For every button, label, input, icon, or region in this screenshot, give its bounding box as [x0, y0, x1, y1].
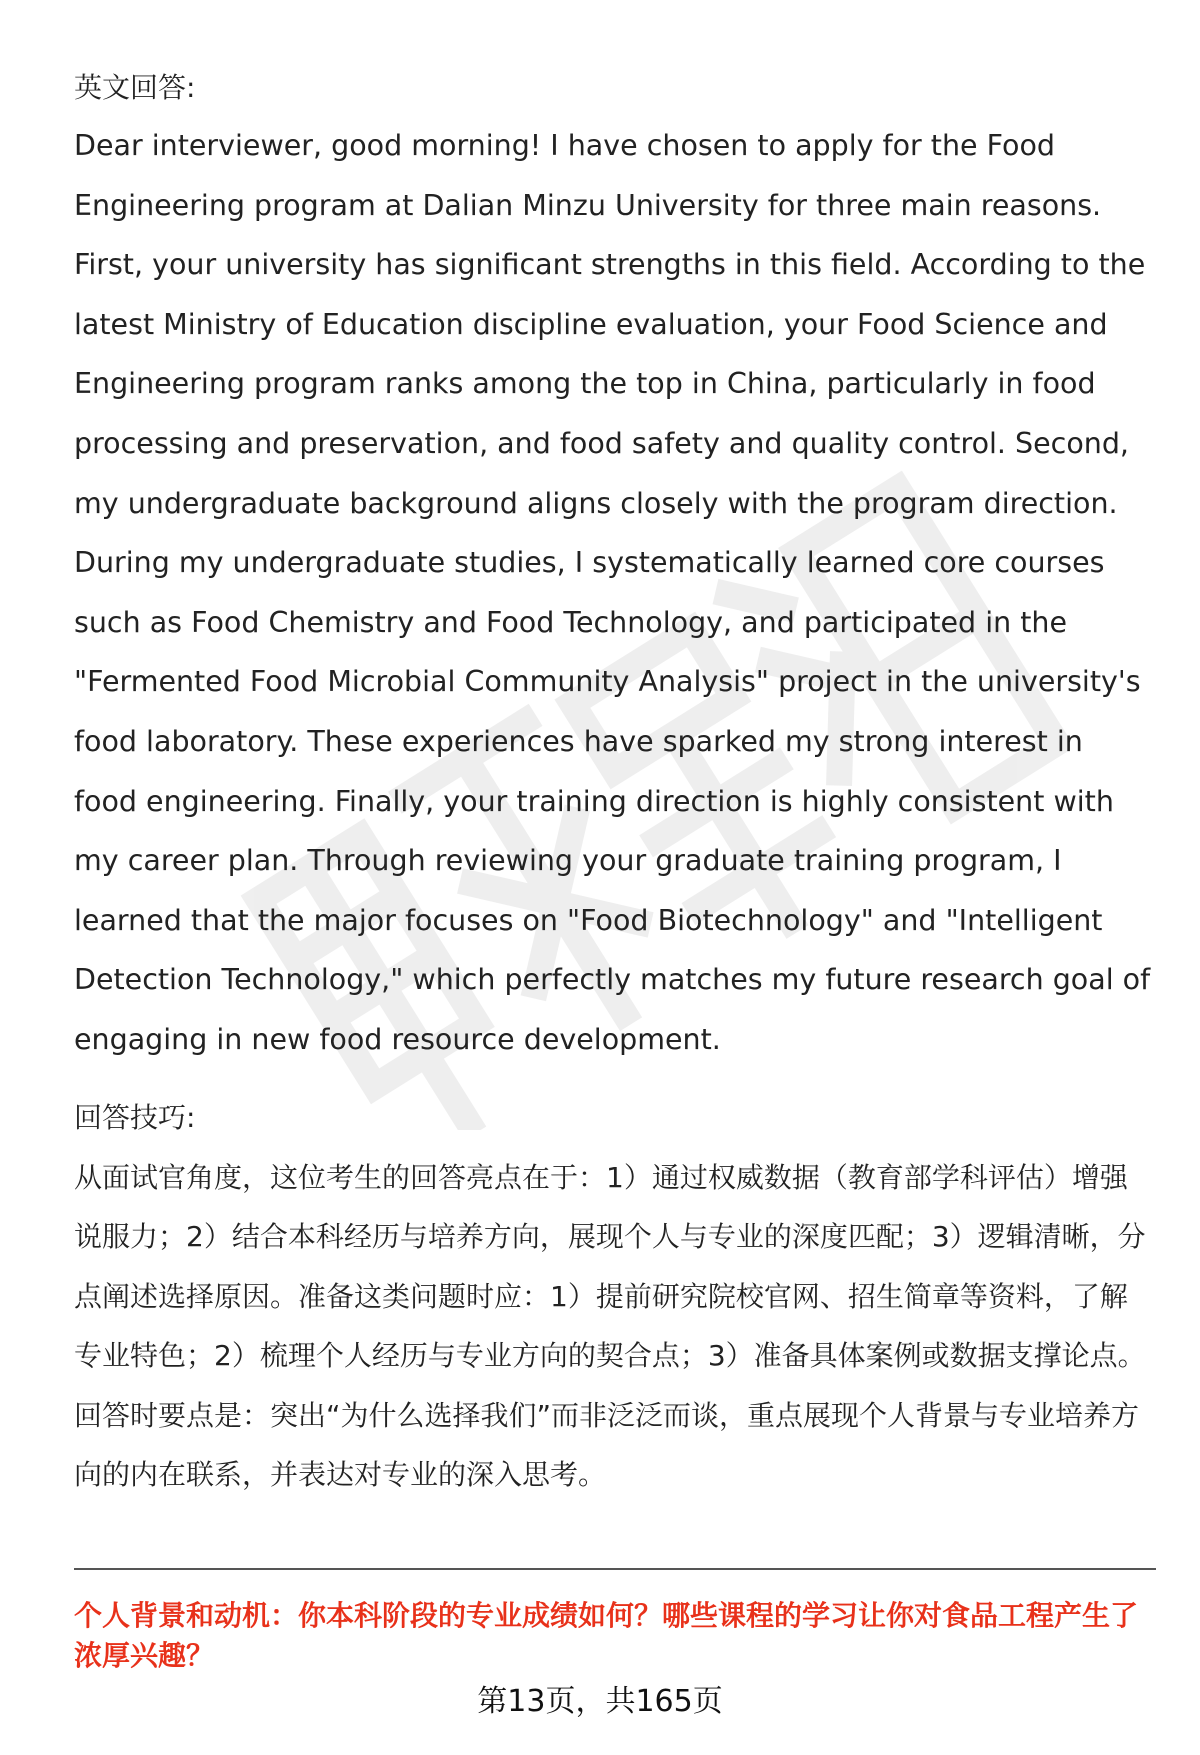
answer-heading: 英文回答: — [74, 71, 196, 104]
page-content — [74, 62, 1154, 1505]
tips-text: 从面试官角度，这位考生的回答亮点在于：1）通过权威数据（教育部学科评估）增强说服力；2）结合本科经历与培养方向，展现个人与专业的深度匹配；3）逻辑清晰，分点阐述选择原因。准备这类问题时应：1）提前研究院校官网、招生简章等资料，了解专业特色；2）梳理个人经历与专业方向的契合点；3）准备具体案例或数据支撑论点。回答时要点是：突出“为什么选择我们”而非泛泛而谈，重点展现个人背景与专业培养方向的内在联系，并表达对专业的深入思考。 — [74, 1160, 1146, 1491]
page-number: 第13页，共165页 — [477, 1684, 723, 1719]
next-question-title: 个人背景和动机：你本科阶段的专业成绩如何？哪些课程的学习让你对食品工程产生了浓厚兴趣？ — [74, 1599, 1139, 1672]
english-answer-text: Dear interviewer, good morning! I have chosen to apply for the Food Engineering program at Dalian Minzu University for three main reasons. First, your university has significant strengths in this field. According to the latest Ministry of Education discipline evaluation, your Food Science and Engineering program ranks among the top in China, particularly in food processing and preservation, and food safety and quality control. Second, my undergraduate background aligns closely with the program direction. During my undergraduate studies, I systematically learned core courses such as Food Chemistry and Food Technology, and participated in the "Fermented Food Microbial Community Analysis" project in the university's food laboratory. These experiences have sparked my strong interest in food engineering. Finally, your training direction is highly consistent with my career plan. Through reviewing your graduate training program, I learned that the major focuses on "Food Biotechnology" and "Intelligent Detection Technology," which perfectly matches my future research goal of engaging in new food resource development. — [74, 129, 1151, 1056]
section-divider — [74, 1568, 1156, 1570]
tips-heading: 回答技巧: — [74, 1100, 196, 1134]
